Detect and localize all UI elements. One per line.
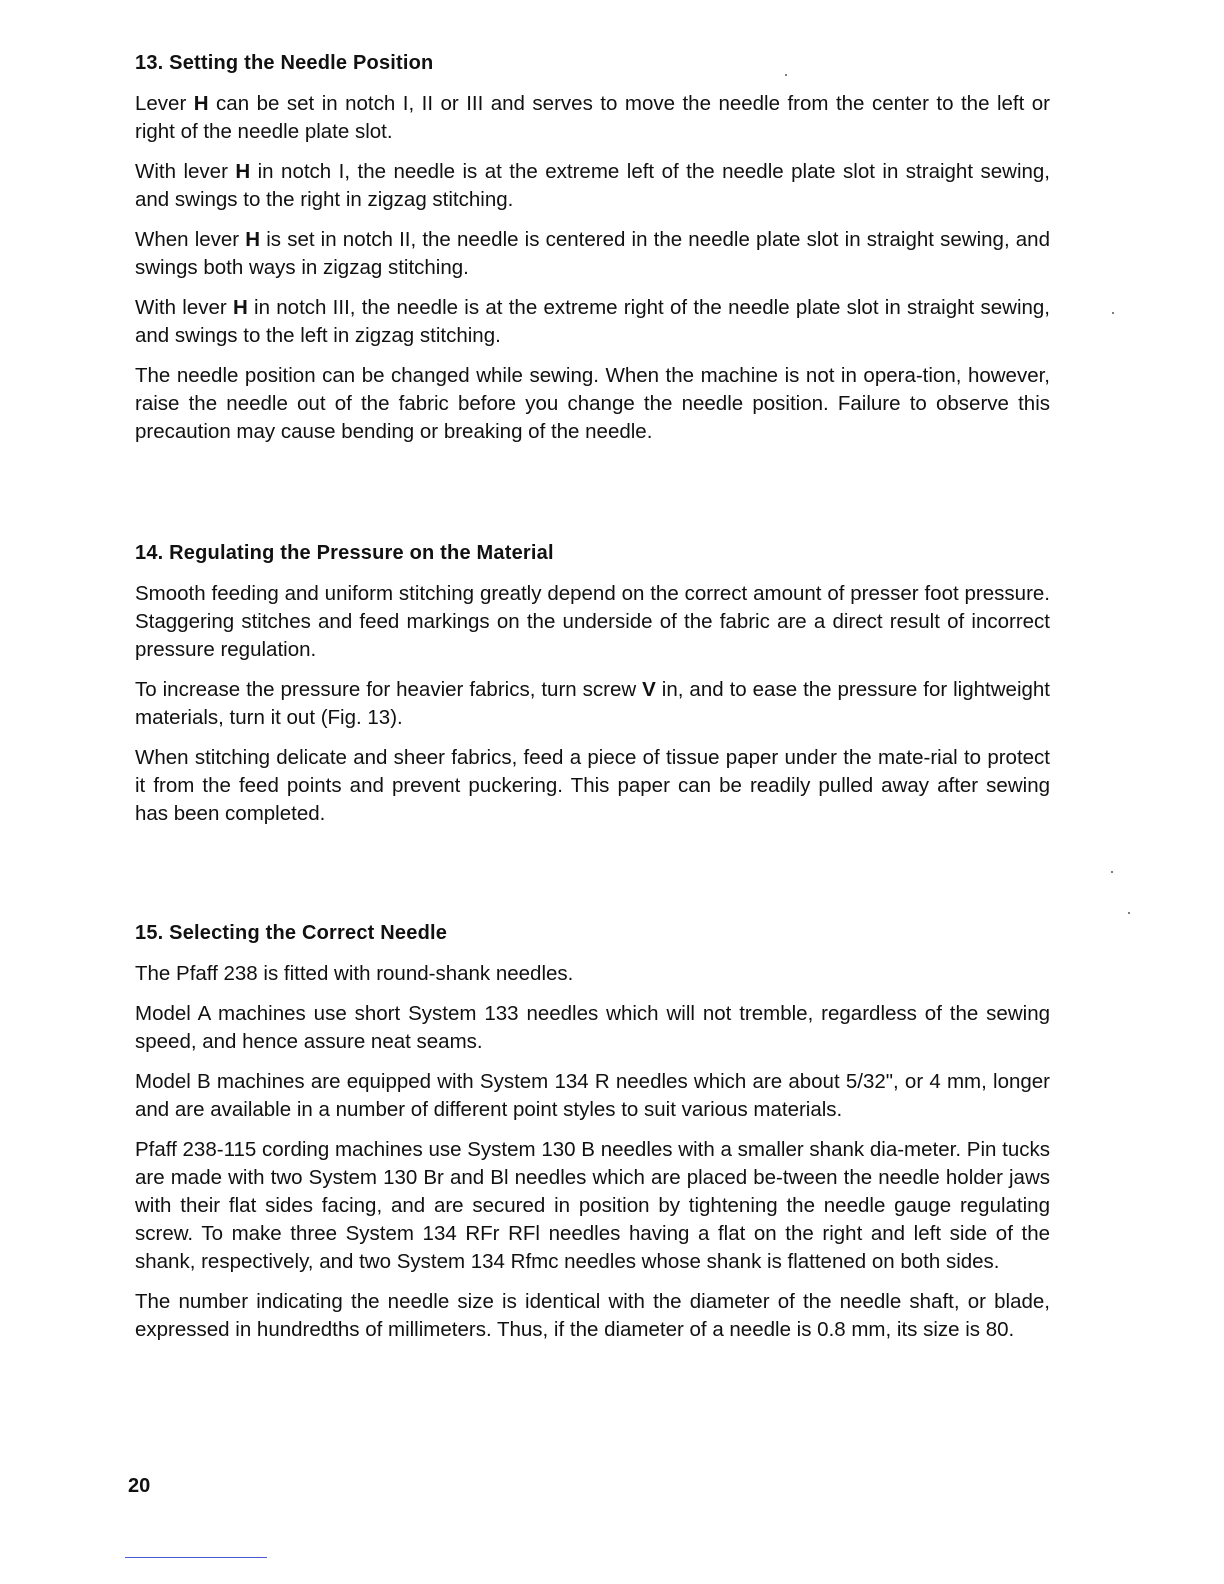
text-run: The needle position can be changed while sewing. When the machine is not in opera-tion, however, raise the needle out of the fabric before you change the needle position. Failure to observe this precaution may cause bending or breaking of the needle.	[135, 364, 1050, 443]
scan-speck	[1112, 312, 1114, 314]
bold-letter: H	[235, 160, 251, 183]
text-run: in notch III, the needle is at the extreme right of the needle plate slot in straight sewing, and swings to the left in zigzag stitching.	[135, 296, 1050, 347]
text-run: Model B machines are equipped with System 134 R needles which are about 5/32", or 4 mm, longer and are available in a number of different point styles to suit various materials.	[135, 1070, 1050, 1121]
text-run: is set in notch II, the needle is centered in the needle plate slot in straight sewing, and swings both ways in zigzag stitching.	[135, 228, 1050, 279]
paragraph	[135, 960, 1050, 988]
paragraph	[135, 580, 1050, 664]
section-regulating-pressure	[135, 540, 1050, 840]
text-run: Smooth feeding and uniform stitching greatly depend on the correct amount of presser foot pressure. Staggering stitches and feed markings on the underside of the fabric are a direct result of incorrect pressure regulation.	[135, 582, 1050, 661]
bold-letter: V	[642, 678, 656, 701]
paragraph	[135, 744, 1050, 828]
paragraph	[135, 226, 1050, 282]
section-body	[135, 960, 1050, 1344]
text-run: When lever	[135, 228, 246, 251]
section-setting-needle-position	[135, 50, 1050, 458]
text-run: can be set in notch I, II or III and serves to move the needle from the center to the left or right of the needle plate slot.	[135, 92, 1050, 143]
section-body	[135, 580, 1050, 828]
text-run: With lever	[135, 160, 236, 183]
paragraph	[135, 362, 1050, 446]
footer-rule	[125, 1557, 267, 1558]
text-run: in notch I, the needle is at the extreme left of the needle plate slot in straight sewing, and swings to the right in zigzag stitching.	[135, 160, 1050, 211]
page-number: 20	[128, 1475, 151, 1497]
text-run: Lever	[135, 92, 194, 115]
bold-letter: H	[232, 296, 248, 319]
section-heading: 13. Setting the Needle Position	[135, 52, 434, 74]
text-run: When stitching delicate and sheer fabrics, feed a piece of tissue paper under the mate-rial to protect it from the feed points and prevent puckering. This paper can be readily pulled away after sewing has been completed.	[135, 746, 1050, 825]
paragraph	[135, 1288, 1050, 1344]
paragraph	[135, 294, 1050, 350]
bold-letter: H	[193, 92, 209, 115]
section-heading: 14. Regulating the Pressure on the Material	[135, 542, 554, 564]
text-run: Model A machines use short System 133 needles which will not tremble, regardless of the sewing speed, and hence assure neat seams.	[135, 1002, 1050, 1053]
text-run: To increase the pressure for heavier fabrics, turn screw	[135, 678, 643, 701]
text-run: Pfaff 238-115 cording machines use System 130 B needles with a smaller shank dia-meter. Pin tucks are made with two System 130 Br and Bl needles which are placed be-tween the needle holder jaws with their flat sides facing, and are secured in position by tightening the needle gauge regulating screw. To make three System 134 RFr RFl needles having a flat on the right and left side of the shank, respectively, and two System 134 Rfmc needles whose shank is flattened on both sides.	[135, 1138, 1050, 1273]
scan-speck	[1128, 912, 1130, 914]
text-run: With lever	[135, 296, 233, 319]
paragraph	[135, 90, 1050, 146]
scan-speck	[1111, 871, 1113, 873]
paragraph	[135, 158, 1050, 214]
text-run: in, and to ease the pressure for lightweight materials, turn it out (Fig. 13).	[135, 678, 1050, 729]
section-selecting-needle	[135, 920, 1050, 1356]
paragraph	[135, 1000, 1050, 1056]
text-run: The Pfaff 238 is fitted with round-shank needles.	[135, 962, 574, 985]
text-run: The number indicating the needle size is identical with the diameter of the needle shaft, or blade, expressed in hundredths of millimeters. Thus, if the diameter of a needle is 0.8 mm, its size is 80.	[135, 1290, 1050, 1341]
section-body	[135, 90, 1050, 446]
scan-speck	[785, 74, 787, 76]
paragraph	[135, 676, 1050, 732]
paragraph	[135, 1136, 1050, 1276]
paragraph	[135, 1068, 1050, 1124]
bold-letter: H	[245, 228, 261, 251]
section-heading: 15. Selecting the Correct Needle	[135, 922, 448, 944]
